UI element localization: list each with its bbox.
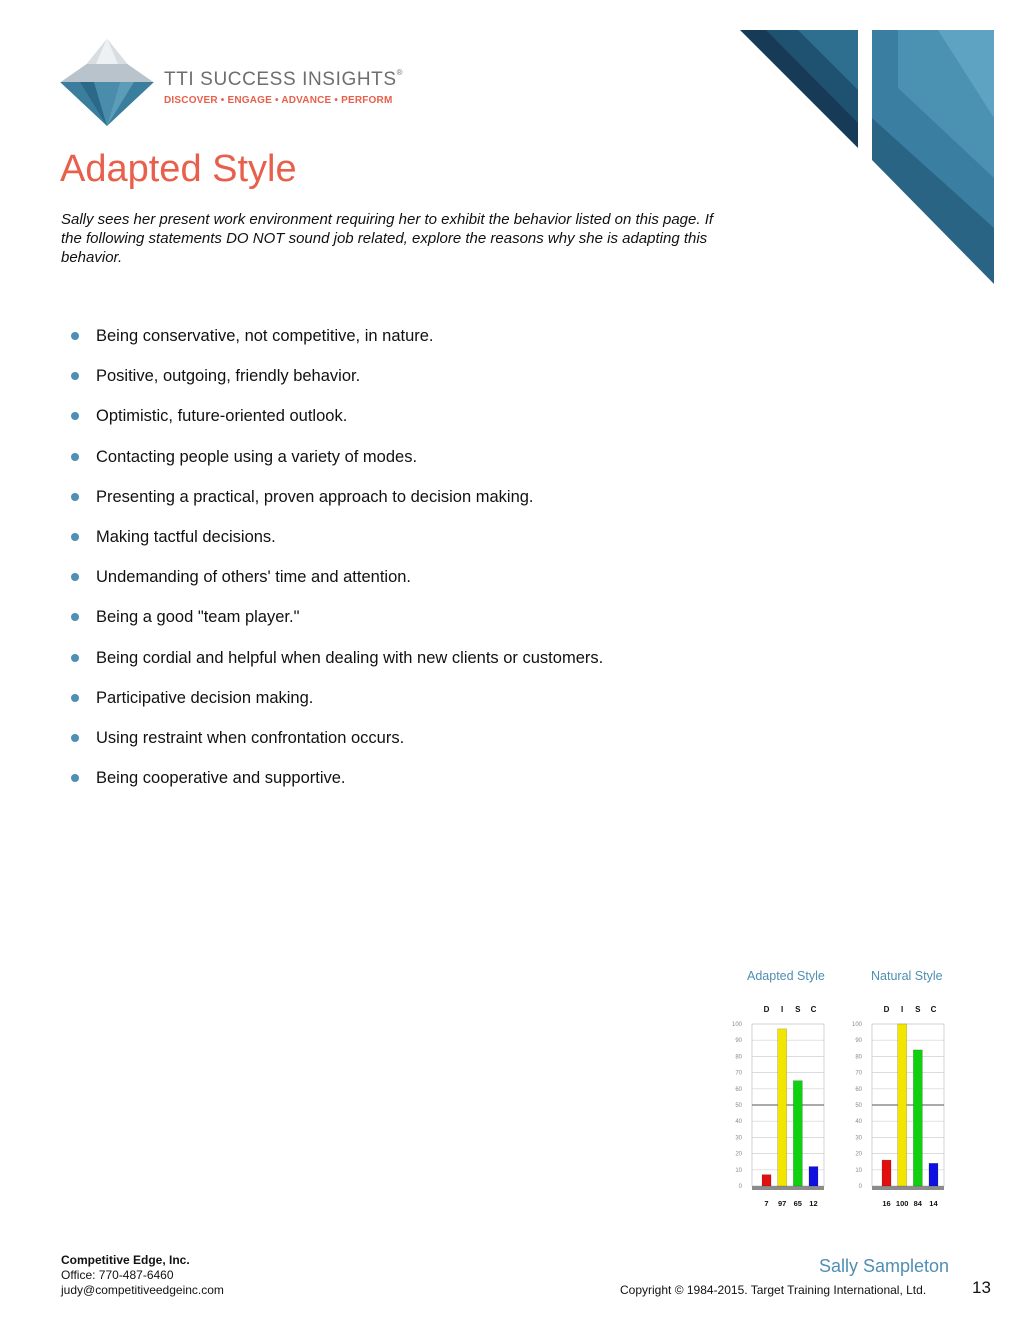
plot-base: [872, 1186, 944, 1190]
bullet-icon: [71, 573, 79, 581]
value-label: 100: [895, 1199, 909, 1208]
behavior-item: [70, 404, 603, 444]
bar-i: [778, 1029, 787, 1186]
copyright: Copyright © 1984-2015. Target Training International, Ltd.: [620, 1283, 927, 1297]
page-number: 13: [972, 1278, 991, 1297]
behavior-text: Being conservative, not competitive, in nature.: [96, 327, 434, 345]
respondent-name: Sally Sampleton: [819, 1256, 950, 1276]
behavior-list: [70, 324, 603, 806]
y-tick-label: 0: [858, 1184, 862, 1190]
bullet-icon: [71, 533, 79, 541]
y-tick-label: 50: [735, 1103, 742, 1109]
value-label: 7: [764, 1199, 769, 1208]
behavior-text: Optimistic, future-oriented outlook.: [96, 407, 348, 426]
bar-d: [882, 1160, 891, 1186]
corner-decoration: [738, 28, 996, 286]
y-tick-label: 50: [855, 1103, 862, 1109]
bullet-icon: [71, 493, 79, 501]
behavior-item: [70, 525, 603, 565]
y-tick-label: 10: [855, 1167, 862, 1174]
behavior-text: Presenting a practical, proven approach to decision making.: [96, 487, 534, 506]
category-label: S: [795, 1005, 801, 1014]
value-label: 16: [882, 1199, 891, 1208]
y-tick-label: 40: [855, 1119, 862, 1126]
y-tick-label: 80: [735, 1054, 742, 1061]
intro-paragraph: Sally sees her present work environment requiring her to exhibit the behavior listed on this page. If the following statements DO NOT sound job related, explore the reasons why she is adapting this behavior.: [61, 211, 714, 266]
natural-style-chart-title: Natural Style: [871, 969, 943, 983]
behavior-text: Using restraint when confrontation occurs.: [96, 728, 405, 747]
disc-chart-adapted-style: [728, 1000, 828, 1216]
bar-s: [913, 1050, 922, 1186]
bullet-icon: [71, 774, 79, 782]
bullet-icon: [71, 412, 79, 420]
behavior-item: [70, 686, 603, 726]
behavior-text: Being cordial and helpful when dealing with new clients or customers.: [96, 648, 604, 667]
y-tick-label: 60: [855, 1086, 862, 1093]
disc-chart-natural-style: [848, 1000, 948, 1216]
y-tick-label: 30: [855, 1135, 862, 1142]
y-tick-label: 10: [735, 1167, 742, 1174]
behavior-text: Being cooperative and supportive.: [96, 769, 346, 788]
plot-base: [752, 1186, 824, 1190]
brand-name: TTI SUCCESS INSIGHTS®: [164, 68, 404, 90]
footer-email: judy@competitiveedgeinc.com: [61, 1283, 224, 1297]
y-tick-label: 100: [851, 1022, 862, 1028]
category-label: D: [763, 1005, 770, 1014]
bullet-icon: [71, 332, 79, 340]
value-label: 12: [809, 1199, 818, 1208]
y-tick-label: 70: [855, 1070, 862, 1077]
value-label: 84: [913, 1199, 922, 1208]
page-title: Adapted Style: [60, 148, 297, 190]
behavior-item: [70, 766, 603, 806]
value-label: 97: [778, 1199, 787, 1208]
bar-s: [793, 1081, 802, 1186]
value-label: 65: [793, 1199, 802, 1208]
adapted-style-chart-title: Adapted Style: [747, 969, 825, 983]
y-tick-label: 20: [855, 1151, 862, 1158]
behavior-text: Undemanding of others' time and attention.: [96, 568, 412, 587]
bullet-icon: [71, 453, 79, 461]
tti-diamond-logo: [58, 36, 156, 128]
footer-company: Competitive Edge, Inc.: [61, 1253, 190, 1267]
y-tick-label: 90: [735, 1038, 742, 1045]
behavior-text: Participative decision making.: [96, 688, 314, 707]
y-tick-label: 80: [855, 1054, 862, 1061]
category-label: I: [781, 1005, 784, 1014]
behavior-item: [70, 445, 603, 485]
value-label: 14: [929, 1199, 938, 1208]
y-tick-label: 60: [735, 1086, 742, 1093]
y-tick-label: 20: [735, 1151, 742, 1158]
behavior-item: [70, 565, 603, 605]
footer-office-phone: Office: 770-487-6460: [61, 1268, 174, 1282]
behavior-item: [70, 324, 603, 364]
bar-i: [898, 1024, 907, 1186]
behavior-item: [70, 646, 603, 686]
bullet-icon: [71, 694, 79, 702]
bullet-icon: [71, 613, 79, 621]
brand-tagline: DISCOVER • ENGAGE • ADVANCE • PERFORM: [164, 95, 393, 106]
behavior-item: [70, 726, 603, 766]
y-tick-label: 0: [738, 1184, 742, 1190]
y-tick-label: 40: [735, 1119, 742, 1126]
behavior-item: [70, 605, 603, 645]
category-label: D: [883, 1005, 890, 1014]
bar-c: [929, 1163, 938, 1186]
category-label: C: [810, 1005, 817, 1014]
bar-d: [762, 1175, 771, 1186]
y-tick-label: 30: [735, 1135, 742, 1142]
behavior-text: Contacting people using a variety of modes.: [96, 447, 418, 466]
behavior-text: Making tactful decisions.: [96, 527, 276, 546]
behavior-text: Being a good "team player.": [96, 608, 300, 627]
behavior-text: Positive, outgoing, friendly behavior.: [96, 367, 361, 386]
behavior-item: [70, 364, 603, 404]
y-tick-label: 90: [855, 1038, 862, 1045]
y-tick-label: 100: [731, 1022, 742, 1028]
category-label: S: [915, 1005, 921, 1014]
category-label: I: [901, 1005, 904, 1014]
y-tick-label: 70: [735, 1070, 742, 1077]
bullet-icon: [71, 372, 79, 380]
behavior-item: [70, 485, 603, 525]
category-label: C: [930, 1005, 937, 1014]
bullet-icon: [71, 654, 79, 662]
bar-c: [809, 1167, 818, 1186]
bullet-icon: [71, 734, 79, 742]
